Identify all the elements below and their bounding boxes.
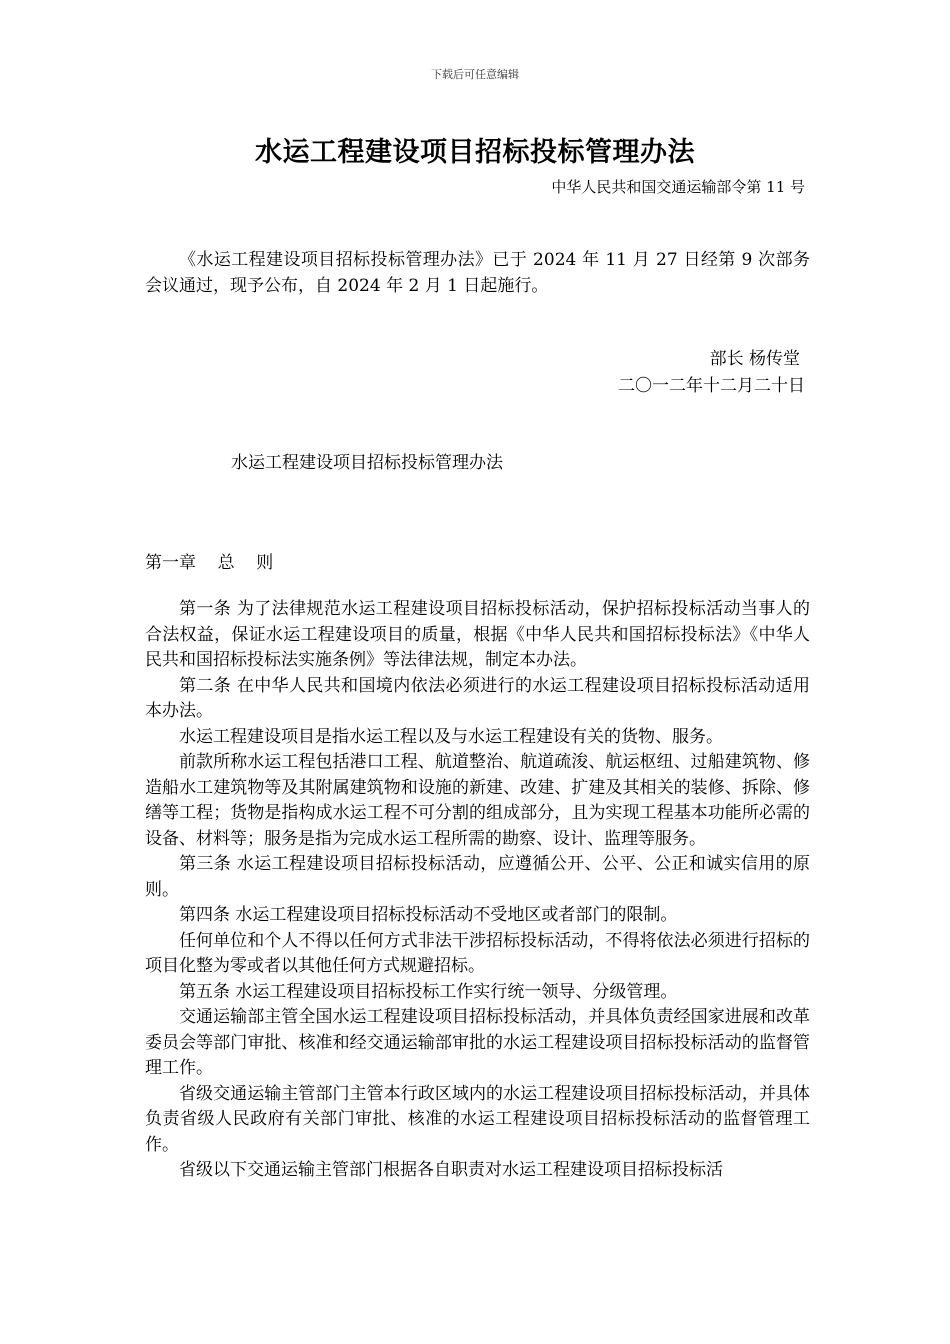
header-note: 下载后可任意编辑	[431, 68, 519, 81]
paragraph: 第四条 水运工程建设项目招标投标活动不受地区或者部门的限制。	[179, 905, 678, 925]
paragraph: 省级以下交通运输主管部门根据各自职责对水运工程建设项目招标投标活	[179, 1160, 723, 1180]
paragraph: 水运工程建设项目是指水运工程以及与水运工程建设有关的货物、服务。	[179, 726, 723, 747]
sub-title: 水运工程建设项目招标投标管理办法	[231, 453, 503, 473]
page-title: 水运工程建设项目招标投标管理办法	[255, 137, 695, 168]
chapter-heading: 第一章 总 则	[145, 553, 274, 573]
signature-date: 二〇一二年十二月二十日	[618, 376, 805, 396]
paragraph: 第三条 水运工程建设项目招标投标活动，应遵循公开、公平、公正和诚实信用的原则。	[145, 854, 810, 900]
paragraph: 前款所称水运工程包括港口工程、航道整治、航道疏浚、航运枢纽、过船建筑物、修造船水工建筑物等及其附属建筑物和设施的新建、改建、扩建及其相关的装修、拆除、修缮等工程；货物是指构成水运工程不可分割的组成部分，且为实现工程基本功能所必需的设备、材料等；服务是指为完成水运工程所需的勘察、设计、监理等服务。	[145, 752, 810, 849]
paragraph: 第二条 在中华人民共和国境内依法必须进行的水运工程建设项目招标投标活动适用本办法。	[145, 675, 810, 721]
articles-section	[145, 597, 810, 1184]
paragraph: 第五条 水运工程建设项目招标投标工作实行统一领导、分级管理。	[179, 981, 678, 1002]
paragraph: 省级交通运输主管部门主管本行政区域内的水运工程建设项目招标投标活动，并具体负责省级人民政府有关部门审批、核准的水运工程建设项目招标投标活动的监督管理工作。	[145, 1083, 810, 1155]
minister-signature: 部长 杨传堂	[709, 349, 800, 369]
paragraph: 第一条 为了法律规范水运工程建设项目招标投标活动，保护招标投标活动当事人的合法权益，保证水运工程建设项目的质量，根据《中华人民共和国招标投标法》《中华人民共和国招标投标法实施条例》等法律法规，制定本办法。	[145, 599, 810, 670]
intro-paragraph: 《水运工程建设项目招标投标管理办法》已于 2024 年 11 月 27 日经第 9 次部务会议通过，现予公布，自 2024 年 2 月 1 日起施行。	[145, 250, 810, 296]
order-number: 中华人民共和国交通运输部令第 11 号	[551, 178, 805, 196]
paragraph: 任何单位和个人不得以任何方式非法干涉招标投标活动，不得将依法必须进行招标的项目化整为零或者以其他任何方式规避招标。	[145, 930, 810, 976]
paragraph: 交通运输部主管全国水运工程建设项目招标投标活动，并具体负责经国家进展和改革委员会等部门审批、核准和经交通运输部审批的水运工程建设项目招标投标活动的监督管理工作。	[145, 1007, 810, 1078]
